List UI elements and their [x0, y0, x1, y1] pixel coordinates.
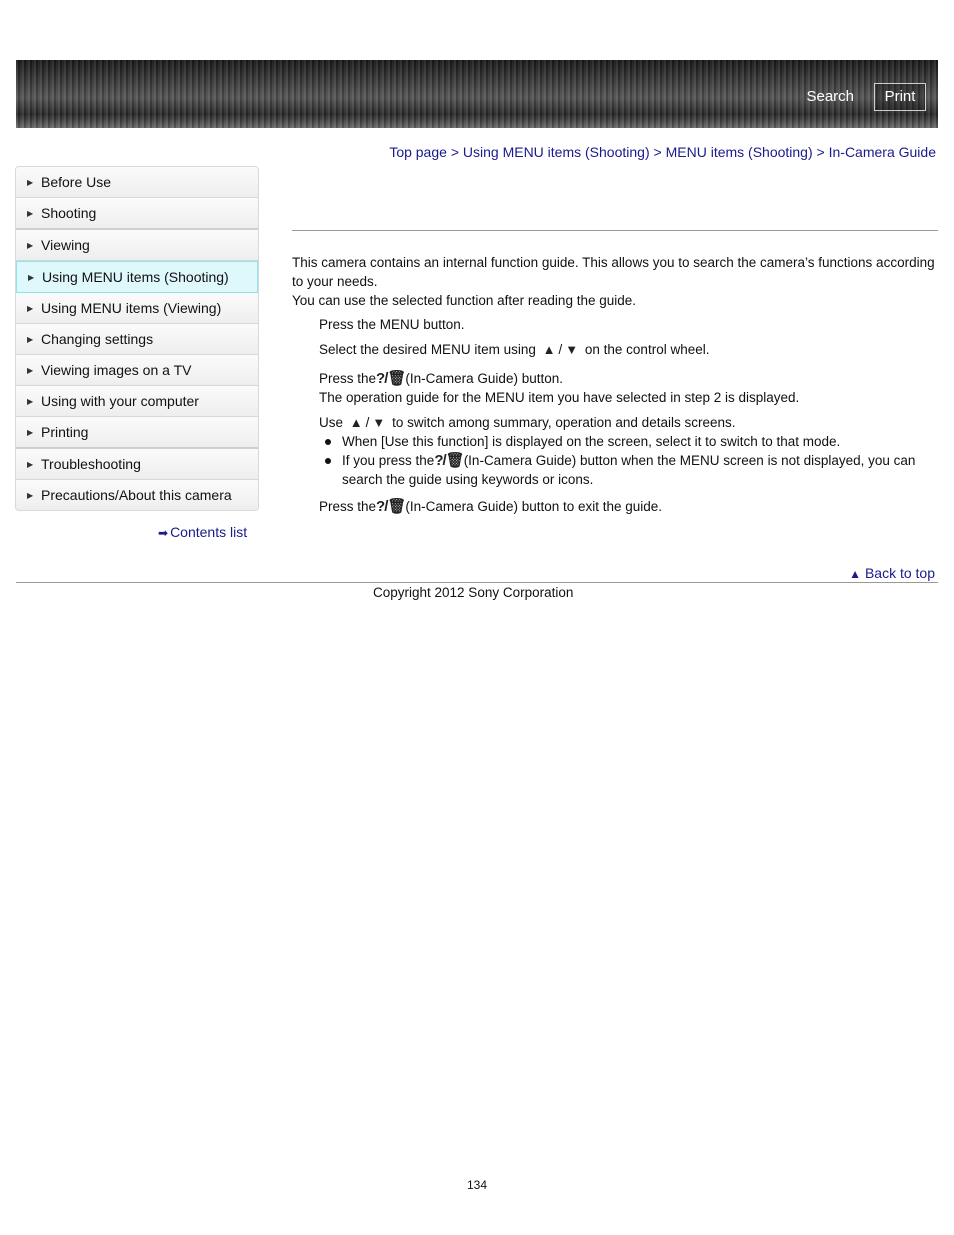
sidebar-item-viewing[interactable] — [16, 230, 258, 261]
contents-list-label: Contents list — [170, 524, 248, 540]
breadcrumb-top-page[interactable]: Top page — [389, 144, 447, 160]
step-text: Select the desired MENU item using — [319, 342, 536, 357]
sidebar-item-using-menu-shooting[interactable] — [16, 261, 258, 293]
header-bar — [16, 60, 938, 128]
caret-right-icon: ▶ — [27, 396, 34, 406]
note-text: When [Use this function] is displayed on the screen, select it to switch to that mode. — [342, 434, 841, 449]
breadcrumb-in-camera-guide[interactable]: In-Camera Guide — [828, 144, 936, 160]
up-arrow-icon: ▲ — [349, 415, 363, 430]
slash-text: / — [365, 415, 370, 430]
breadcrumb-separator: > — [816, 144, 825, 160]
sidebar-item-label: Viewing — [41, 237, 90, 253]
sidebar-item-precautions[interactable] — [16, 480, 258, 510]
print-button[interactable]: Print — [874, 83, 926, 111]
breadcrumb — [389, 144, 936, 160]
step-3 — [319, 369, 938, 407]
back-to-top-label: Back to top — [864, 565, 935, 581]
intro — [292, 253, 938, 310]
main-content — [292, 253, 938, 516]
caret-right-icon: ▶ — [27, 365, 34, 375]
slash-text: / — [558, 342, 563, 357]
sidebar-item-label: Precautions/About this camera — [41, 487, 232, 503]
bullet-icon — [325, 439, 331, 445]
in-camera-guide-icon: ?/🗑 — [376, 370, 406, 387]
footer-divider — [16, 582, 938, 583]
breadcrumb-separator: > — [450, 144, 459, 160]
step-text: on the control wheel. — [584, 342, 710, 357]
caret-right-icon: ▶ — [27, 459, 34, 469]
sidebar-item-label: Using MENU items (Viewing) — [41, 300, 222, 316]
sidebar-item-label: Changing settings — [41, 331, 154, 347]
step-text: (In-Camera Guide) button to exit the guide. — [405, 499, 663, 514]
caret-right-icon: ▶ — [28, 272, 35, 282]
up-arrow-icon: ▲ — [542, 342, 556, 357]
caret-right-icon: ▶ — [27, 208, 34, 218]
sidebar-item-label: Shooting — [41, 205, 97, 221]
sidebar-item-changing-settings[interactable] — [16, 324, 258, 355]
sidebar-item-shooting[interactable] — [16, 198, 258, 230]
sidebar-item-troubleshooting[interactable] — [16, 449, 258, 480]
sidebar-item-label: Using MENU items (Shooting) — [42, 269, 229, 285]
step-text: to switch among summary, operation and details screens. — [392, 415, 736, 430]
breadcrumb-menu-items-shooting[interactable]: MENU items (Shooting) — [665, 144, 813, 160]
step-4 — [319, 413, 938, 432]
step-text: (In-Camera Guide) button. — [405, 371, 563, 386]
note-text: If you press the — [342, 453, 435, 468]
in-camera-guide-icon: ?/🗑 — [434, 452, 464, 469]
in-camera-guide-icon: ?/🗑 — [376, 498, 406, 515]
note-text: (In-Camera Guide) button when the MENU screen is not displayed, you can search the guide using keywords or icons. — [342, 453, 916, 487]
triangle-up-icon: ▲ — [849, 567, 862, 581]
intro-text: This camera contains an internal function guide. This allows you to search the camera’s functions according to your needs. — [292, 255, 935, 289]
title-divider — [292, 230, 938, 231]
step-text: Press the — [319, 499, 377, 514]
step-5 — [319, 497, 938, 516]
caret-right-icon: ▶ — [27, 240, 34, 250]
step-4-notes — [319, 432, 938, 489]
caret-right-icon: ▶ — [27, 177, 34, 187]
copyright: Copyright 2012 Sony Corporation — [373, 585, 574, 600]
step-text: Press the MENU button. — [319, 317, 465, 332]
caret-right-icon: ▶ — [27, 490, 34, 500]
back-to-top-link[interactable] — [849, 565, 935, 581]
sidebar-item-using-menu-viewing[interactable] — [16, 293, 258, 324]
sidebar-item-before-use[interactable] — [16, 167, 258, 198]
contents-list-link[interactable] — [158, 524, 247, 540]
step-text: Use — [319, 415, 344, 430]
caret-right-icon: ▶ — [27, 427, 34, 437]
sidebar-item-viewing-tv[interactable] — [16, 355, 258, 386]
step-1 — [319, 315, 938, 334]
arrow-right-icon: ➡ — [158, 526, 169, 540]
sidebar-item-label: Viewing images on a TV — [41, 362, 192, 378]
page-number: 134 — [466, 1178, 488, 1192]
step-text: Press the — [319, 371, 377, 386]
caret-right-icon: ▶ — [27, 303, 34, 313]
step-2 — [319, 340, 938, 359]
list-item — [319, 451, 938, 489]
breadcrumb-using-menu-shooting[interactable]: Using MENU items (Shooting) — [462, 144, 650, 160]
down-arrow-icon: ▼ — [565, 342, 579, 357]
bullet-icon — [325, 458, 331, 464]
sidebar-item-computer[interactable] — [16, 386, 258, 417]
search-link[interactable]: Search — [806, 88, 854, 105]
breadcrumb-separator: > — [653, 144, 662, 160]
intro-text: You can use the selected function after reading the guide. — [292, 293, 636, 308]
sidebar-item-printing[interactable] — [16, 417, 258, 449]
sidebar-item-label: Before Use — [41, 174, 112, 190]
sidebar-item-label: Using with your computer — [41, 393, 199, 409]
sidebar-item-label: Printing — [41, 424, 89, 440]
sidebar-item-label: Troubleshooting — [41, 456, 141, 472]
step-text: The operation guide for the MENU item you have selected in step 2 is displayed. — [319, 390, 800, 405]
sidebar-nav — [15, 166, 259, 511]
list-item — [319, 432, 938, 451]
down-arrow-icon: ▼ — [372, 415, 386, 430]
caret-right-icon: ▶ — [27, 334, 34, 344]
